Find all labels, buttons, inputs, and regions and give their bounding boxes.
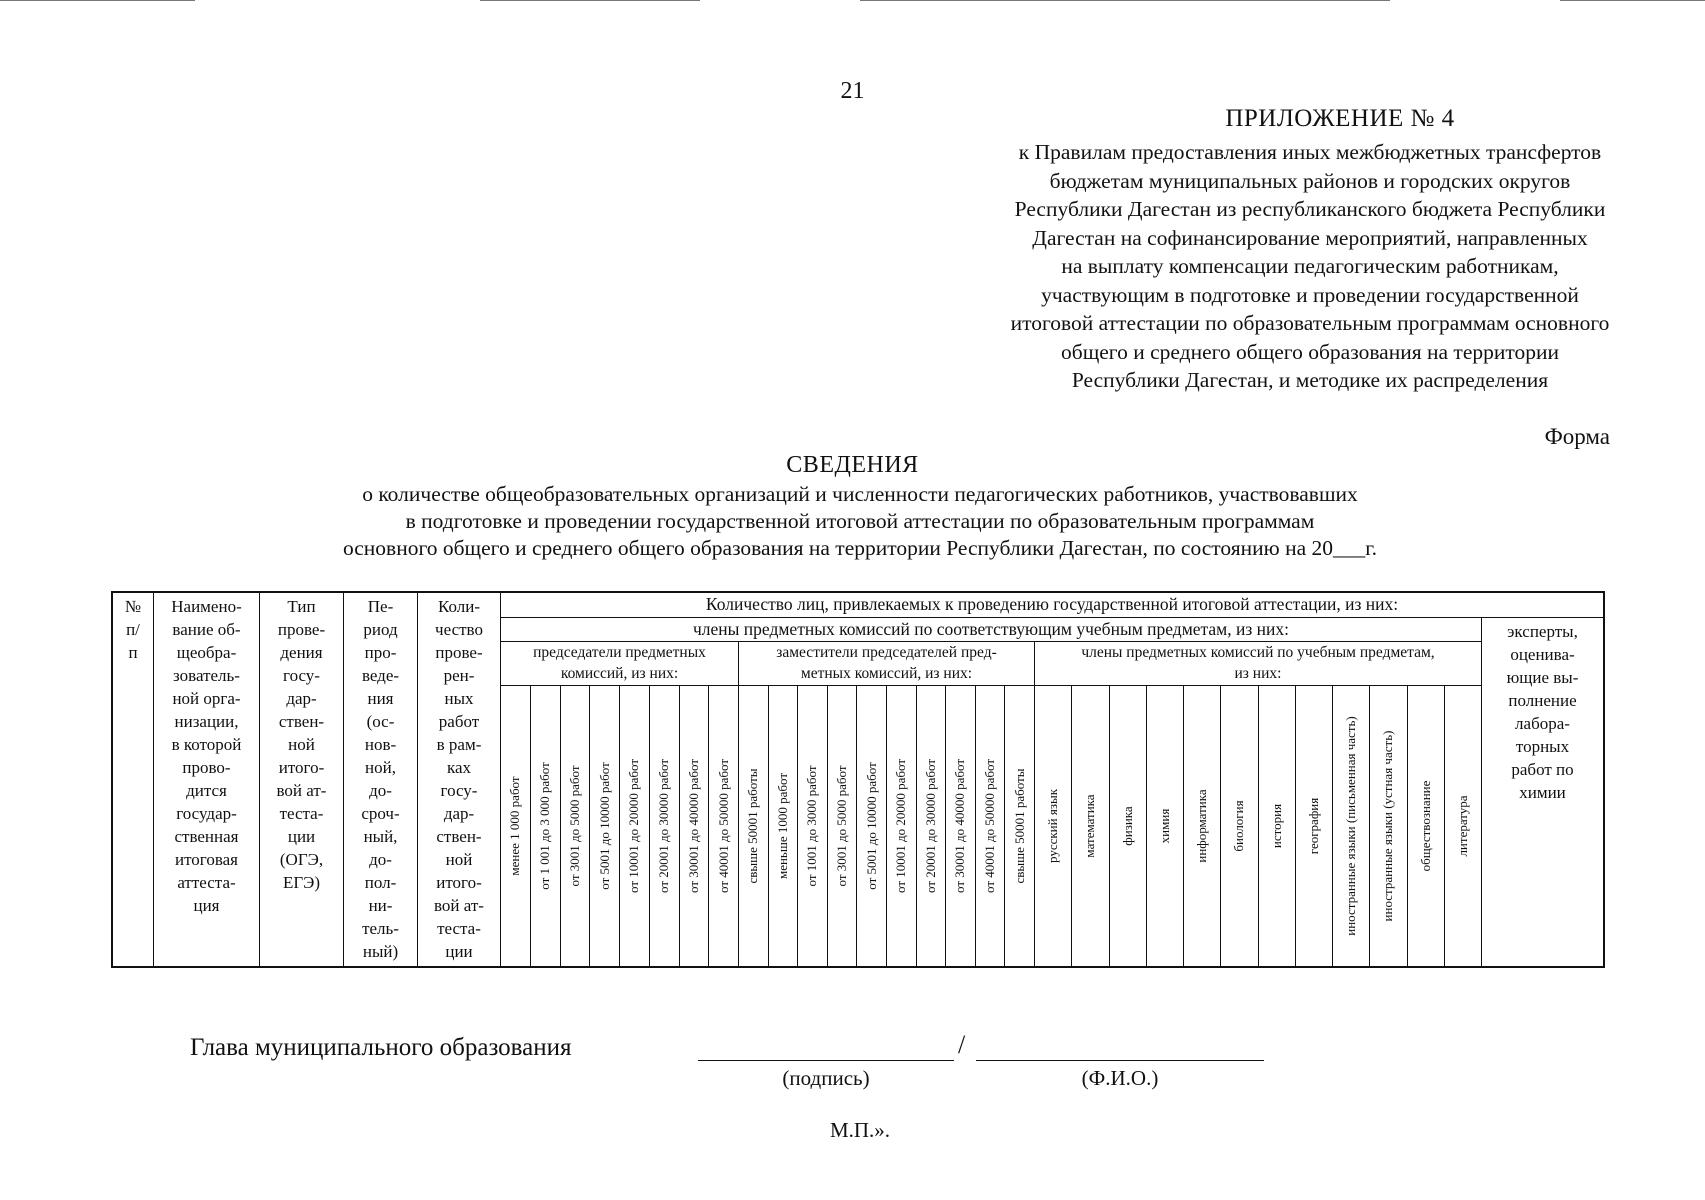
subject-col (1408, 686, 1445, 966)
subject-col-label: история (1268, 803, 1284, 849)
chairs-col-label: от 40001 до 50000 работ (715, 758, 731, 894)
deputies-col (1005, 686, 1035, 966)
header-line: до- (369, 850, 392, 869)
subject-col-label: обществознание (1417, 780, 1433, 872)
header-members: члены предметных комиссий по соответствующим учебным предметам, из них: (501, 618, 1482, 642)
header-line: ствен- (436, 827, 482, 846)
col-number-header (113, 593, 154, 966)
subject-col-label: информатика (1194, 789, 1210, 863)
header-line: тель- (362, 919, 399, 938)
chairs-col-label: от 20001 до 30000 работ (656, 758, 672, 894)
header-line: прове- (435, 643, 483, 662)
header-line: п/ (126, 620, 140, 639)
header-line: госу- (283, 666, 320, 685)
header-line: ных (444, 689, 474, 708)
appendix-text (920, 138, 1700, 395)
chairs-col (501, 686, 531, 966)
subject-col-label: биология (1231, 800, 1247, 852)
deputies-col-label: от 30001 до 40000 работ (952, 758, 968, 894)
chairs-col-label: менее 1 000 работ (507, 776, 523, 876)
header-line: работ по (1511, 760, 1574, 779)
header-line: до- (369, 781, 392, 800)
header-line: Наимено- (171, 597, 242, 616)
header-line: теста- (279, 804, 324, 823)
header-line: ющие вы- (1506, 668, 1579, 687)
header-line: лабора- (1515, 714, 1570, 733)
subject-col-label: математика (1082, 794, 1098, 858)
header-line: итоговая (174, 850, 239, 869)
header-line: ках (446, 758, 472, 777)
header-line: ной (288, 735, 315, 754)
header-line: ный, (363, 827, 398, 846)
header-line: № (124, 597, 142, 616)
appendix-line: итоговой аттестации по образовательным программам основного (1010, 311, 1610, 335)
subject-col (1333, 686, 1370, 966)
appendix-line: участвующим в подготовке и проведении государственной (1041, 282, 1579, 307)
document-subtitle (250, 481, 1470, 562)
header-line: в рам- (436, 735, 482, 754)
subject-col-label: география (1305, 797, 1321, 855)
header-line: рен- (443, 666, 475, 685)
header-line: полнение (1508, 691, 1577, 710)
header-chairs (501, 642, 739, 686)
header-line: чество (435, 620, 483, 639)
header-line: химии (1519, 783, 1566, 802)
header-line: оценива- (1510, 645, 1575, 664)
header-chairs-line: председатели предметных (533, 644, 706, 661)
header-line: в которой (171, 735, 242, 754)
header-line: государ- (176, 804, 237, 823)
deputies-col (769, 686, 799, 966)
appendix-line: бюджетам муниципальных районов и городских округов (1049, 168, 1571, 193)
subtitle-line: основного общего и среднего общего образования на территории Республики Дагестан, по состоянию на 20___г. (342, 536, 1378, 560)
chairs-col-label: от 3001 до 5000 работ (566, 765, 582, 887)
header-line: зователь- (173, 666, 240, 685)
subject-col (1445, 686, 1482, 966)
chairs-col (680, 686, 710, 966)
signature-label: Глава муниципального образования (190, 1034, 572, 1061)
name-caption: (Ф.И.О.) (1081, 1066, 1159, 1090)
col-organization-header (154, 593, 260, 966)
subject-col (1259, 686, 1296, 966)
header-line: Тип (287, 597, 316, 616)
chairs-col (650, 686, 680, 966)
header-line: Коли- (437, 597, 480, 616)
chairs-col-label: от 10001 до 20000 работ (626, 758, 642, 894)
report-table (111, 591, 1605, 968)
deputies-col-label: от 20001 до 30000 работ (922, 758, 938, 894)
header-line: (ос- (366, 712, 395, 731)
deputies-col (976, 686, 1006, 966)
header-deputies-line: заместители председателей пред- (776, 644, 997, 661)
subject-col-label: литература (1454, 795, 1470, 857)
subject-col (1035, 686, 1072, 966)
chairs-col (620, 686, 650, 966)
chairs-col (709, 686, 739, 966)
header-line: Пе- (367, 597, 394, 616)
deputies-col-label: свыше 50001 работы (1011, 768, 1027, 884)
header-line: дар- (443, 804, 475, 823)
subject-col-label: физика (1119, 806, 1135, 846)
header-line: дар- (286, 689, 317, 708)
header-line: про- (364, 643, 397, 662)
header-line: аттеста- (177, 873, 236, 892)
header-line: ный) (362, 942, 399, 961)
header-line: пол- (364, 873, 397, 892)
header-line: вой ат- (276, 781, 327, 800)
header-line: итого- (278, 758, 325, 777)
subject-col-label: иностранные языки (устная часть) (1380, 730, 1396, 922)
header-subjects (1035, 642, 1482, 686)
subject-col (1110, 686, 1147, 966)
header-line: нов- (364, 735, 397, 754)
header-deputies (739, 642, 1035, 686)
chairs-col (561, 686, 591, 966)
col-period-header (344, 593, 418, 966)
header-subjects-line: из них: (1234, 665, 1282, 682)
header-line: ЕГЭ) (282, 873, 321, 892)
signature-caption: (подпись) (782, 1066, 870, 1090)
document-title: СВЕДЕНИЯ (786, 452, 919, 478)
header-line: прове- (277, 620, 326, 639)
deputies-col-label: от 10001 до 20000 работ (893, 758, 909, 894)
subject-col-label: иностранные языки (письменная часть) (1343, 716, 1359, 936)
subject-col (1296, 686, 1333, 966)
header-line: вание об- (172, 620, 241, 639)
header-line: торных (1515, 737, 1570, 756)
header-line: ции (287, 827, 316, 846)
header-line: (ОГЭ, (279, 850, 324, 869)
subtitle-line: в подготовке и проведении государственной итоговой аттестации по образовательным программам (405, 509, 1315, 533)
header-line: вой ат- (434, 896, 484, 915)
page-number: 21 (840, 78, 865, 104)
header-line: дится (186, 781, 227, 800)
appendix-line: общего и среднего общего образования на территории (1061, 339, 1559, 364)
header-line: ной орга- (172, 689, 241, 708)
header-line: ни- (368, 896, 393, 915)
signature-slash: / (958, 1030, 966, 1059)
subject-col-label: русский язык (1045, 788, 1061, 864)
deputies-col (739, 686, 769, 966)
header-line: эксперты, (1507, 622, 1578, 641)
header-line: дения (280, 643, 323, 662)
deputies-col-label: свыше 50001 работы (745, 768, 761, 884)
header-chairs-line: комиссий, из них: (560, 665, 679, 682)
deputies-col (857, 686, 887, 966)
header-line: ции (445, 942, 473, 961)
col-count-header (418, 593, 501, 966)
stamp-label: М.П.». (829, 1118, 891, 1142)
chairs-col (590, 686, 620, 966)
header-line: п (128, 643, 138, 662)
deputies-col (917, 686, 947, 966)
header-line: ной, (365, 758, 396, 777)
deputies-col (798, 686, 828, 966)
header-deputies-line: метных комиссий, из них: (800, 665, 973, 682)
subject-col (1184, 686, 1221, 966)
header-line: ствен- (278, 712, 325, 731)
deputies-col-label: от 40001 до 50000 работ (982, 758, 998, 894)
subject-col (1221, 686, 1258, 966)
header-line: работ (438, 712, 480, 731)
header-line: ния (367, 689, 394, 708)
appendix-line: Дагестан на софинансирование мероприятий, направленных (1032, 225, 1588, 250)
signature-line (698, 1060, 954, 1061)
header-line: риод (363, 620, 398, 639)
header-line: ция (193, 896, 220, 915)
appendix-title: ПРИЛОЖЕНИЕ № 4 (1225, 105, 1455, 132)
header-line: прово- (182, 758, 231, 777)
chairs-col-label: от 30001 до 40000 работ (685, 758, 701, 894)
deputies-col (946, 686, 976, 966)
header-line: щеобра- (176, 643, 237, 662)
subtitle-line: о количестве общеобразовательных организаций и численности педагогических работников, участвовавших (362, 482, 1358, 506)
header-line: ственная (174, 827, 239, 846)
appendix-line: к Правилам предоставления иных межбюджетных трансфертов (1018, 140, 1602, 164)
appendix-line: Республики Дагестан из республиканского бюджета Республики (1014, 197, 1606, 221)
deputies-col-label: от 3001 до 5000 работ (834, 765, 850, 887)
deputies-col (887, 686, 917, 966)
form-label: Форма (1544, 424, 1610, 449)
col-type-header (260, 593, 344, 966)
header-line: теста- (437, 919, 481, 938)
header-line: ной (445, 850, 473, 869)
subject-col (1147, 686, 1184, 966)
chairs-col-label: от 1 001 до 3 000 работ (537, 762, 553, 890)
chairs-col (531, 686, 561, 966)
deputies-col-label: меньше 1000 работ (774, 772, 790, 880)
deputies-col (828, 686, 858, 966)
header-line: сроч- (361, 804, 400, 823)
header-line: итого- (436, 873, 482, 892)
deputies-col-label: от 5001 до 10000 работ (863, 762, 879, 890)
header-subjects-line: члены предметных комиссий по учебным предметам, (1081, 644, 1435, 661)
header-line: госу- (440, 781, 478, 800)
appendix-line: на выплату компенсации педагогическим работникам, (1061, 254, 1559, 278)
header-main: Количество лиц, привлекаемых к проведению государственной итоговой аттестации, из них: (501, 593, 1603, 618)
subject-col (1072, 686, 1109, 966)
col-experts-header (1482, 618, 1603, 966)
header-line: веде- (361, 666, 400, 685)
header-line: низации, (174, 712, 239, 731)
name-line (976, 1060, 1264, 1061)
deputies-col-label: от 1001 до 3000 работ (804, 765, 820, 887)
subject-col-label: химия (1156, 808, 1172, 844)
appendix-line: Республики Дагестан, и методике их распределения (1071, 368, 1549, 392)
subject-col (1370, 686, 1407, 966)
chairs-col-label: от 5001 до 10000 работ (596, 762, 612, 890)
